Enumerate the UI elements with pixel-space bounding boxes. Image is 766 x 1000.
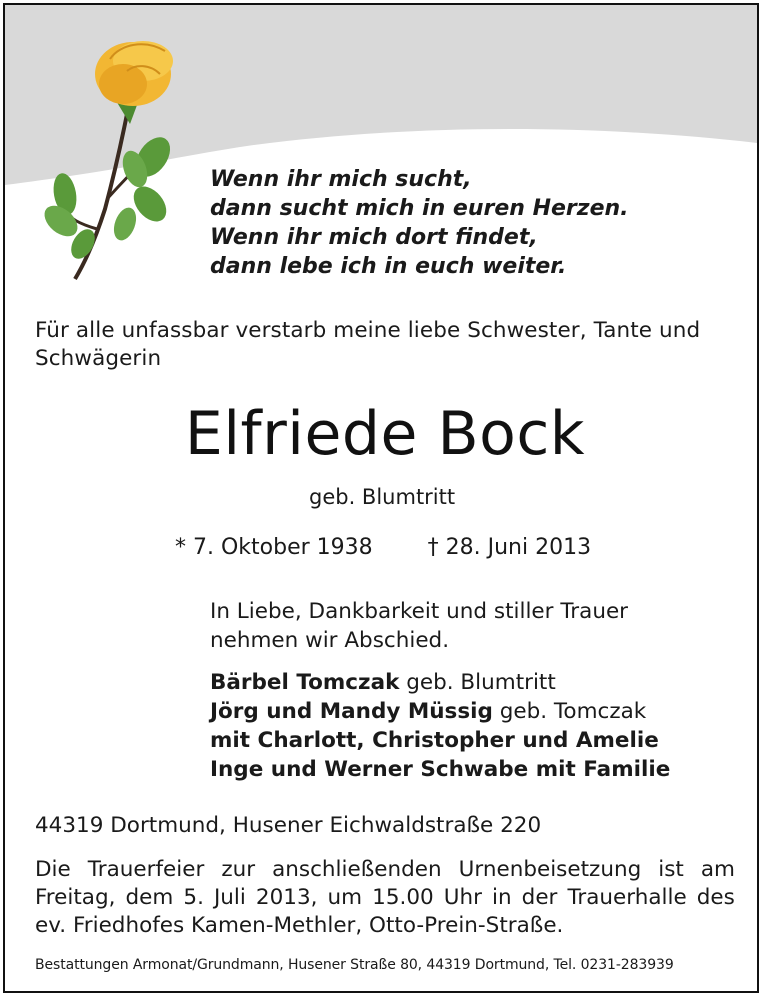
birth-date: * 7. Oktober 1938 xyxy=(175,535,373,560)
mourner-name: Bärbel Tomczak xyxy=(210,670,400,695)
funeral-service-info xyxy=(35,856,735,940)
farewell-text xyxy=(210,597,628,655)
death-date: † 28. Juni 2013 xyxy=(427,535,592,560)
funeral-home-footer: Bestattungen Armonat/Grundmann, Husener Straße 80, 44319 Dortmund, Tel. 0231-283939 xyxy=(35,957,674,973)
word: um xyxy=(327,885,363,910)
word: 2013, xyxy=(255,885,318,910)
deceased-name: Elfriede Bock xyxy=(184,399,586,469)
word: der xyxy=(521,885,558,910)
poem-line: dann sucht mich in euren Herzen. xyxy=(210,196,629,221)
word: ist xyxy=(658,857,684,882)
mourner-name: mit Charlott, Christopher und Amelie xyxy=(210,728,659,753)
mourner-line xyxy=(210,755,670,784)
word: dem xyxy=(125,885,174,910)
poem-line: Wenn ihr mich sucht, xyxy=(210,167,472,192)
word: Urnenbeisetzung xyxy=(458,857,642,882)
family-address: 44319 Dortmund, Husener Eichwaldstraße 220 xyxy=(35,813,542,838)
mourner-name: Inge und Werner Schwabe mit Familie xyxy=(210,757,671,782)
poem-line: dann lebe ich in euch weiter. xyxy=(210,254,567,279)
poem xyxy=(210,165,629,281)
word: Freitag, xyxy=(35,885,116,910)
service-line-3: ev. Friedhofes Kamen-Methler, Otto-Prein-Straße. xyxy=(35,913,564,938)
mourner-line xyxy=(210,697,670,726)
mourner-suffix: geb. Tomczak xyxy=(492,699,647,724)
mourner-name: Jörg und Mandy Müssig xyxy=(210,699,493,724)
word: anschließenden xyxy=(272,857,442,882)
word: am xyxy=(700,857,735,882)
life-dates xyxy=(175,535,591,560)
farewell-line: nehmen wir Abschied. xyxy=(210,628,450,653)
word: Uhr xyxy=(443,885,482,910)
service-line-1 xyxy=(35,856,735,884)
word: 5. xyxy=(183,885,204,910)
word: 15.00 xyxy=(372,885,434,910)
maiden-name: geb. Blumtritt xyxy=(309,485,456,509)
mourner-line xyxy=(210,726,670,755)
service-line-2 xyxy=(35,884,735,912)
intro-text: Für alle unfassbar verstarb meine liebe Schwester, Tante und Schwägerin xyxy=(35,318,701,371)
mourners-list xyxy=(210,668,670,784)
farewell-line: In Liebe, Dankbarkeit und stiller Trauer xyxy=(210,599,629,624)
word: Die xyxy=(35,857,71,882)
word: Trauerfeier xyxy=(87,857,205,882)
poem-line: Wenn ihr mich dort findet, xyxy=(210,225,538,250)
rose-icon xyxy=(35,29,185,284)
mourner-line xyxy=(210,668,670,697)
word: Trauerhalle xyxy=(567,885,687,910)
word: zur xyxy=(221,857,256,882)
obituary-notice xyxy=(3,3,759,993)
mourner-suffix: geb. Blumtritt xyxy=(399,670,556,695)
word: Juli xyxy=(213,885,246,910)
word: des xyxy=(696,885,735,910)
word: in xyxy=(492,885,512,910)
